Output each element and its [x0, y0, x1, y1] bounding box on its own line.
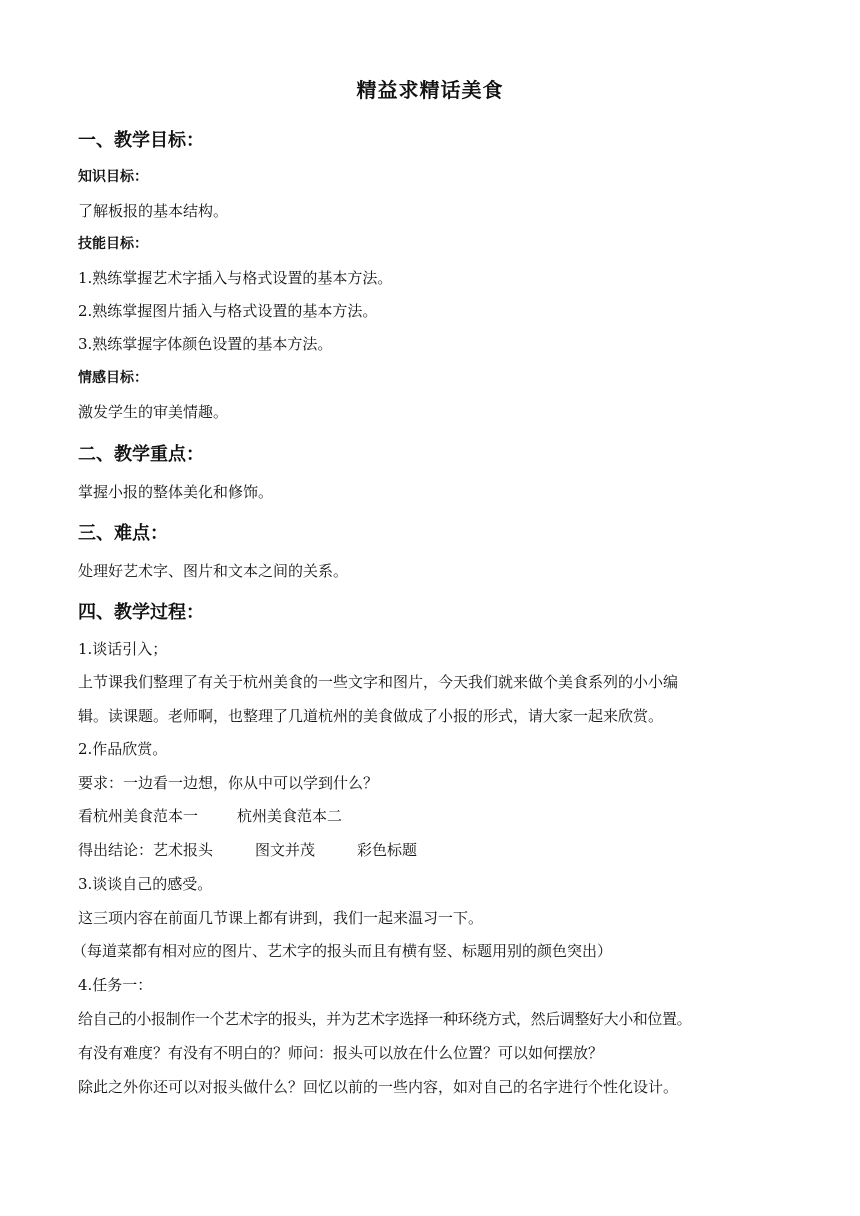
conclusion-item-2: 图文并茂 — [255, 841, 316, 859]
conclusion-item-3: 彩色标题 — [357, 841, 418, 859]
task-text: 给自己的小报制作一个艺术字的报头，并为艺术字选择一种环绕方式，然后调整好大小和位置。 — [78, 1010, 692, 1028]
section-2-text: 掌握小报的整体美化和修饰。 — [78, 483, 274, 501]
questions-text: 有没有难度？有没有不明白的？师问：报头可以放在什么位置？可以如何摆放？ — [78, 1044, 604, 1062]
sample-1: 看杭州美食范本一 — [78, 807, 199, 825]
conclusion-row — [78, 834, 788, 866]
emotion-goal-label: 情感目标： — [78, 370, 148, 386]
knowledge-goal-text: 了解板报的基本结构。 — [78, 202, 229, 220]
note-text: （每道菜都有相对应的图片、艺术字的报头而且有横有竖、标题用别的颜色突出） — [72, 942, 613, 960]
step-1: 1.谈话引入； — [78, 640, 168, 658]
samples-row — [78, 800, 788, 832]
document-title: 精益求精话美食 — [356, 78, 504, 102]
section-3-heading: 三、难点： — [78, 523, 168, 544]
step-2: 2.作品欣赏。 — [78, 740, 168, 758]
extra-text: 除此之外你还可以对报头做什么？回忆以前的一些内容，如对自己的名字进行个性化设计。 — [78, 1078, 679, 1096]
review-text: 这三项内容在前面几节课上都有讲到，我们一起来温习一下。 — [78, 909, 484, 927]
sample-2: 杭州美食范本二 — [237, 807, 343, 825]
requirement-text: 要求：一边看一边想，你从中可以学到什么？ — [78, 774, 379, 792]
skill-goal-item-3: 3.熟练掌握字体颜色设置的基本方法。 — [78, 335, 333, 353]
section-4-heading: 四、教学过程： — [78, 602, 204, 623]
section-2-heading: 二、教学重点： — [78, 444, 204, 465]
knowledge-goal-label: 知识目标： — [78, 169, 148, 185]
conclusion-label: 得出结论：艺术报头 — [78, 841, 214, 859]
section-3-text: 处理好艺术字、图片和文本之间的关系。 — [78, 562, 349, 580]
intro-paragraph-line-1: 上节课我们整理了有关于杭州美食的一些文字和图片，今天我们就来做个美食系列的小小编 — [78, 673, 679, 691]
intro-paragraph-line-2: 辑。读课题。老师啊，也整理了几道杭州的美食做成了小报的形式，请大家一起来欣赏。 — [78, 707, 664, 725]
step-4: 4.任务一： — [78, 976, 153, 994]
section-1-heading: 一、教学目标： — [78, 130, 204, 151]
skill-goal-item-2: 2.熟练掌握图片插入与格式设置的基本方法。 — [78, 302, 378, 320]
skill-goal-label: 技能目标： — [78, 236, 148, 252]
emotion-goal-text: 激发学生的审美情趣。 — [78, 403, 229, 421]
skill-goal-item-1: 1.熟练掌握艺术字插入与格式设置的基本方法。 — [78, 269, 393, 287]
step-3: 3.谈谈自己的感受。 — [78, 875, 213, 893]
